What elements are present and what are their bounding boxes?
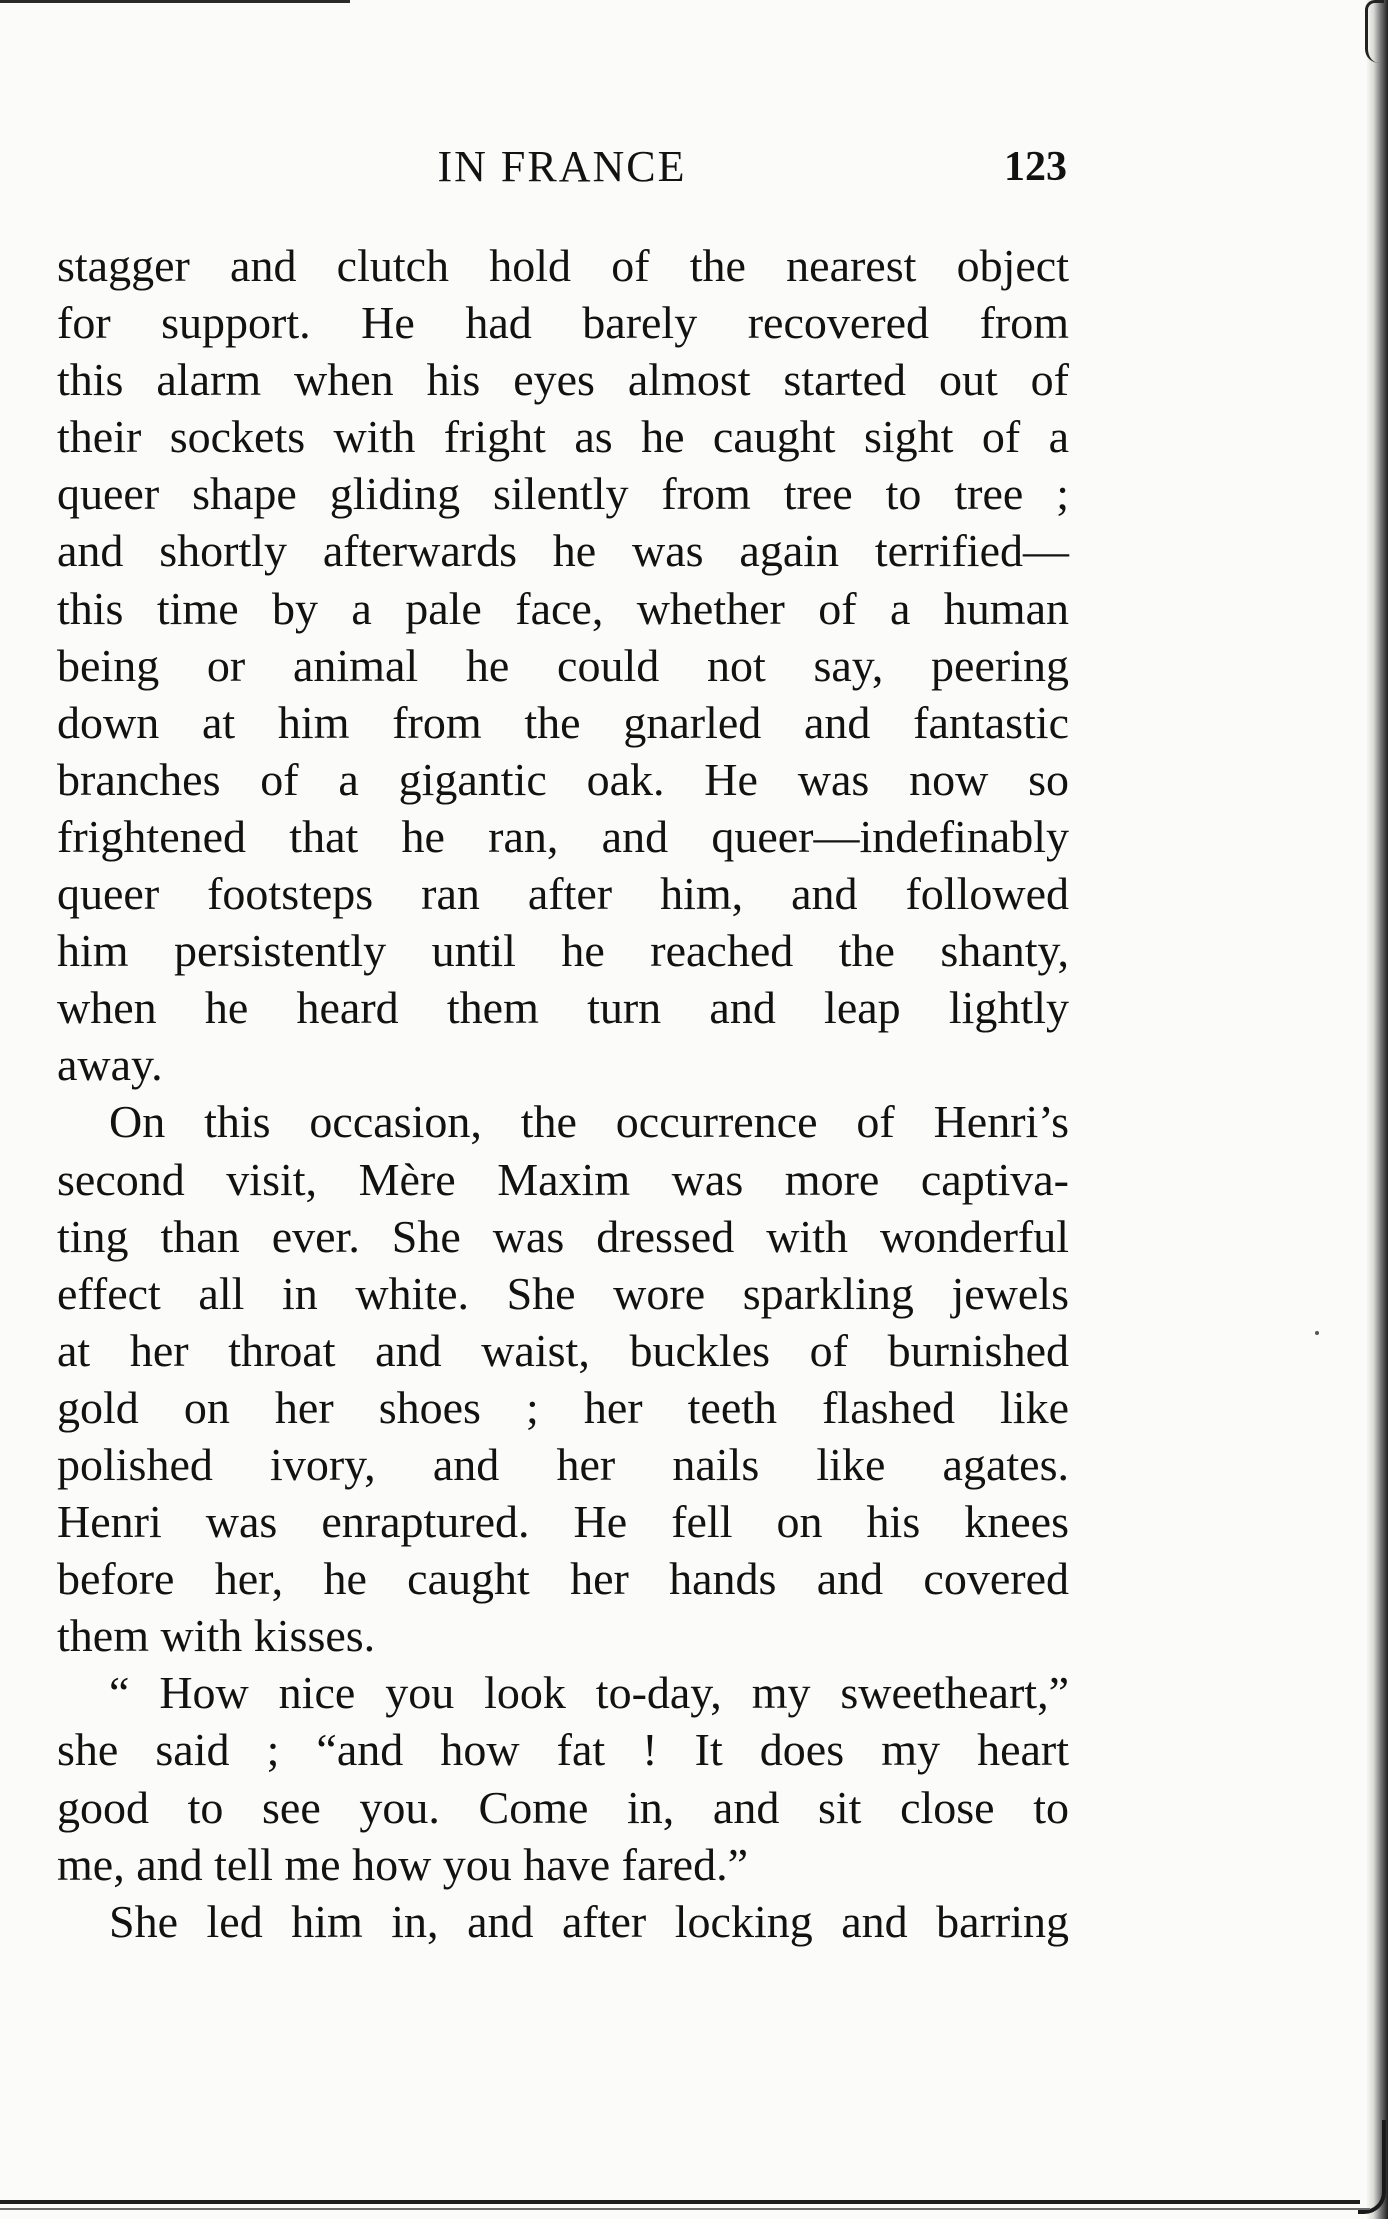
- text-line: for support. He had barely recovered from: [57, 297, 1069, 349]
- text-line: at her throat and waist, buckles of burnished: [57, 1324, 1069, 1376]
- text-line: them with kisses.: [57, 1610, 376, 1662]
- text-line: frightened that he ran, and queer—indefinably: [57, 810, 1069, 862]
- text-line: him persistently until he reached the shanty,: [57, 925, 1069, 977]
- running-head-title: IN FRANCE: [437, 142, 687, 191]
- text-line: “ How nice you look to-day, my sweetheart,”: [109, 1667, 1069, 1719]
- text-line: Henri was enraptured. He fell on his knees: [57, 1496, 1069, 1548]
- page-number: 123: [1004, 144, 1067, 190]
- text-line: queer footsteps ran after him, and followed: [57, 868, 1069, 920]
- text-line: before her, he caught her hands and covered: [57, 1553, 1069, 1605]
- text-line: and shortly afterwards he was again terrified—: [57, 525, 1069, 577]
- text-line: being or animal he could not say, peering: [57, 639, 1069, 691]
- text-line: She led him in, and after locking and barring: [109, 1895, 1069, 1947]
- body-text: [57, 237, 1069, 1950]
- text-line: away.: [57, 1039, 163, 1091]
- spine-curl-top: [1365, 0, 1384, 63]
- ink-speck: [1315, 1331, 1319, 1335]
- text-line: good to see you. Come in, and sit close to: [57, 1781, 1069, 1833]
- running-head: [57, 137, 1067, 197]
- text-line: this time by a pale face, whether of a human: [57, 582, 1069, 634]
- bottom-edge-rule: [0, 2200, 1360, 2204]
- text-line: effect all in white. She wore sparkling jewels: [57, 1267, 1069, 1319]
- text-line: she said ; “and how fat ! It does my heart: [57, 1724, 1069, 1776]
- bottom-edge-rule-secondary: [0, 2208, 1370, 2210]
- spine-curl-bottom: [1358, 2120, 1386, 2214]
- text-line: their sockets with fright as he caught sight of a: [57, 411, 1069, 463]
- text-line: when he heard them turn and leap lightly: [57, 982, 1069, 1034]
- text-line: down at him from the gnarled and fantastic: [57, 696, 1069, 748]
- text-line: queer shape gliding silently from tree to tree ;: [57, 468, 1069, 520]
- text-line: On this occasion, the occurrence of Henri’s: [109, 1096, 1069, 1148]
- text-line: this alarm when his eyes almost started out of: [57, 354, 1069, 406]
- book-spine-edge: [1366, 0, 1388, 2219]
- text-line: polished ivory, and her nails like agates.: [57, 1438, 1069, 1490]
- text-line: second visit, Mère Maxim was more captiva-: [57, 1153, 1069, 1205]
- text-line: me, and tell me how you have fared.”: [57, 1838, 749, 1890]
- text-line: gold on her shoes ; her teeth flashed like: [57, 1381, 1069, 1433]
- text-line: ting than ever. She was dressed with wonderful: [57, 1210, 1069, 1262]
- text-line: branches of a gigantic oak. He was now so: [57, 753, 1069, 805]
- top-edge-rule: [0, 0, 350, 3]
- text-line: stagger and clutch hold of the nearest object: [57, 240, 1069, 291]
